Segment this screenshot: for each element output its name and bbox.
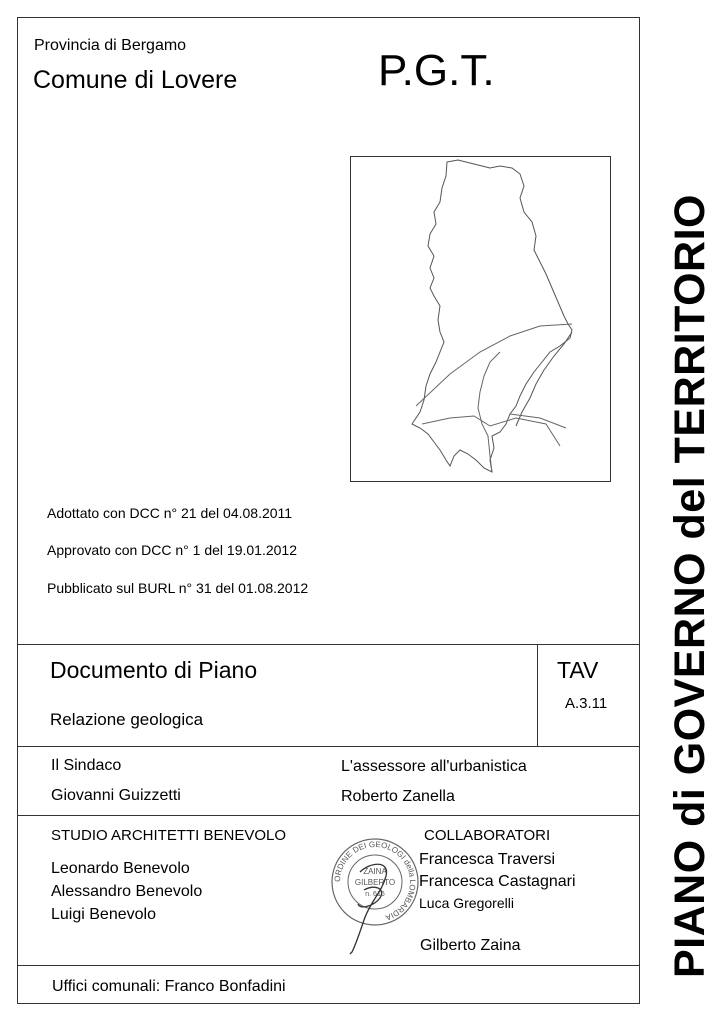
studio-member: Alessandro Benevolo [51, 883, 203, 900]
road-line-2 [422, 416, 560, 446]
stamp-ring-text: ORDINE DEI GEOLOGI della LOMBARDIA [332, 839, 418, 923]
province-label: Provincia di Bergamo [34, 37, 187, 54]
territory-map [350, 156, 611, 482]
municipality-title: Comune di Lovere [33, 66, 238, 94]
mayor-name: Giovanni Guizzetti [51, 787, 181, 804]
collaborators-heading: COLLABORATORI [424, 827, 551, 844]
collaborator-name: Luca Gregorelli [419, 895, 514, 911]
mayor-role: Il Sindaco [51, 757, 122, 774]
tav-label: TAV [557, 657, 599, 683]
stamp-center-line: n. 616 [365, 891, 385, 898]
stamp-center-line: ZAINA [363, 867, 387, 876]
assessor-name: Roberto Zanella [341, 788, 455, 805]
studio-member: Luigi Benevolo [51, 906, 156, 923]
document-title: Documento di Piano [50, 657, 258, 683]
collaborator-name: Francesca Traversi [419, 851, 556, 868]
side-title: PIANO di GOVERNO del TERRITORIO [666, 194, 714, 978]
approval-approved: Approvato con DCC n° 1 del 19.01.2012 [47, 542, 297, 558]
stamp-center-line: GILBERTO [354, 878, 396, 887]
approval-published: Pubblicato sul BURL n° 31 del 01.08.2012 [47, 580, 309, 596]
road-line-1 [416, 324, 572, 406]
studio-name: STUDIO ARCHITETTI BENEVOLO [51, 827, 287, 844]
inner-shore-line [478, 352, 500, 472]
tav-number: A.3.11 [565, 695, 608, 712]
divider-footer [17, 965, 640, 966]
approval-adopted: Adottato con DCC n° 21 del 04.08.2011 [47, 505, 293, 521]
geologist-stamp [330, 832, 420, 956]
document-subtitle: Relazione geologica [50, 710, 204, 729]
lakeshore-line [516, 332, 572, 426]
offices-credit: Uffici comunali: Franco Bonfadini [52, 978, 286, 995]
assessor-role: L'assessore all'urbanistica [341, 758, 527, 775]
divider-approvals [17, 644, 640, 645]
divider-officials [17, 815, 640, 816]
map-border [351, 157, 611, 482]
plan-abbreviation: P.G.T. [378, 46, 495, 95]
divider-document [17, 746, 640, 747]
geologist-name: Gilberto Zaina [420, 937, 521, 954]
studio-member: Leonardo Benevolo [51, 860, 190, 877]
collaborator-name: Francesca Castagnari [419, 873, 576, 890]
divider-tav [537, 644, 538, 746]
